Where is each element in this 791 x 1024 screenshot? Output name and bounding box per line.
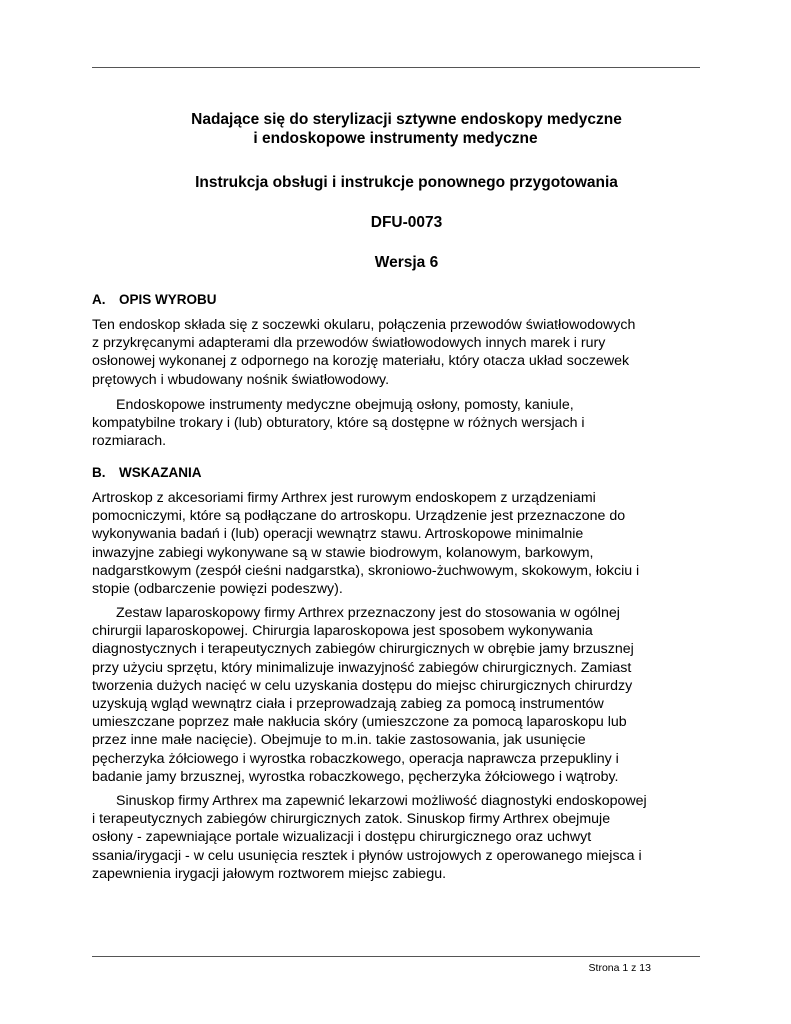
text-line: umieszczane poprzez małe nakłucia skóry (umieszczone za pomocą laparoskopu lub xyxy=(92,714,627,731)
title-line-1: Nadające się do sterylizacji sztywne endoskopy medyczne xyxy=(191,111,622,128)
text-line: pęcherzyka żółciowego i wyrostka robaczkowego, operacja naprawcza przepukliny i xyxy=(92,750,619,767)
footer-divider xyxy=(92,956,700,957)
text-line: Endoskopowe instrumenty medyczne obejmują osłony, pomosty, kaniule, xyxy=(116,397,574,413)
text-line: nadgarstkowym (zespół cieśni nadgarstka), skroniowo-żuchwowym, skokowym, łokciu i xyxy=(92,562,640,579)
section-a-title: OPIS WYROBU xyxy=(119,292,217,307)
document-version: Wersja 6 xyxy=(374,254,439,271)
section-a-paragraph-1 xyxy=(92,316,704,389)
text-line: wykonywania badań i (lub) operacji wewnątrz stawu. Artroskopowe minimalnie xyxy=(92,526,584,543)
text-line: badanie jamy brzusznej, wyrostka robaczkowego, pęcherzyka żółciowego i wątroby. xyxy=(92,768,619,785)
text-line: stopie (odbarczenie powięzi podeszwy). xyxy=(92,581,343,598)
text-line: diagnostycznych i terapeutycznych zabiegów chirurgicznych w obrębie jamy brzusznej xyxy=(92,641,634,658)
page-number: Strona 1 z 13 xyxy=(588,962,651,974)
section-a-heading xyxy=(92,291,217,308)
text-line: zapewnienia irygacji jałowym roztworem miejsc zabiegu. xyxy=(92,865,447,882)
section-a-paragraph-2 xyxy=(92,396,704,451)
text-line: i terapeutycznych zabiegów chirurgicznych zatok. Sinuskop firmy Arthrex obejmuje xyxy=(92,811,611,828)
text-line: Artroskop z akcesoriami firmy Arthrex jest rurowym endoskopem z urządzeniami xyxy=(92,490,596,506)
title-line-2: i endoskopowe instrumenty medyczne xyxy=(253,130,538,147)
text-line: prętowych i wbudowany nośnik światłowodowy. xyxy=(92,371,390,388)
text-line: z przykręcanymi adapterami dla przewodów światłowodowych innych marek i rury xyxy=(92,335,606,352)
text-line: chirurgii laparoskopowej. Chirurgia laparoskopowa jest sposobem wykonywania xyxy=(92,623,593,640)
document-subtitle: Instrukcja obsługi i instrukcje ponownego przygotowania xyxy=(195,174,618,191)
text-line: rozmiarach. xyxy=(92,433,167,450)
section-b-title: WSKAZANIA xyxy=(119,465,202,480)
text-line: Sinuskop firmy Arthrex ma zapewnić lekarzowi możliwość diagnostyki endoskopowej xyxy=(116,793,647,809)
text-line: pomocniczymi, które są podłączane do artroskopu. Urządzenie jest przeznaczone do xyxy=(92,508,626,525)
text-line: ssania/irygacji - w celu usunięcia resztek i płynów ustrojowych z operowanego miejsca i xyxy=(92,847,642,864)
document-id: DFU-0073 xyxy=(370,214,443,231)
text-line: Ten endoskop składa się z soczewki okularu, połączenia przewodów światłowodowych xyxy=(92,317,636,333)
section-b-letter: B. xyxy=(92,465,106,480)
text-line: osłonowej wykonanej z odpornego na korozję materiału, który otacza układ soczewek xyxy=(92,353,630,370)
text-line: osłony - zapewniające portale wizualizacji i dostępu chirurgicznego oraz uchwyt xyxy=(92,829,592,846)
document-title xyxy=(0,110,791,148)
text-line: kompatybilne trokary i (lub) obturatory, które są dostępne w różnych wersjach i xyxy=(92,415,585,432)
text-line: uzyskują wgląd wewnątrz ciała i przeprowadzają zabieg za pomocą instrumentów xyxy=(92,696,604,713)
section-b-paragraph-3 xyxy=(92,792,704,883)
text-line: przez inne małe nacięcie). Obejmuje to m.in. takie zastosowania, jak usunięcie xyxy=(92,732,586,749)
section-b-paragraph-2 xyxy=(92,604,704,786)
section-b-heading xyxy=(92,464,202,481)
text-line: tworzenia dużych nacięć w celu uzyskania dostępu do miejsc chirurgicznych chirurdzy xyxy=(92,677,633,694)
text-line: inwazyjne zabiegi wykonywane są w stawie biodrowym, kolanowym, barkowym, xyxy=(92,544,594,561)
text-line: przy użyciu sprzętu, który minimalizuje inwazyjność zabiegów chirurgicznych. Zamiast xyxy=(92,659,632,676)
section-a-letter: A. xyxy=(92,292,106,307)
section-b-paragraph-1 xyxy=(92,489,704,598)
text-line: Zestaw laparoskopowy firmy Arthrex przeznaczony jest do stosowania w ogólnej xyxy=(116,605,620,621)
header-divider xyxy=(92,67,700,68)
